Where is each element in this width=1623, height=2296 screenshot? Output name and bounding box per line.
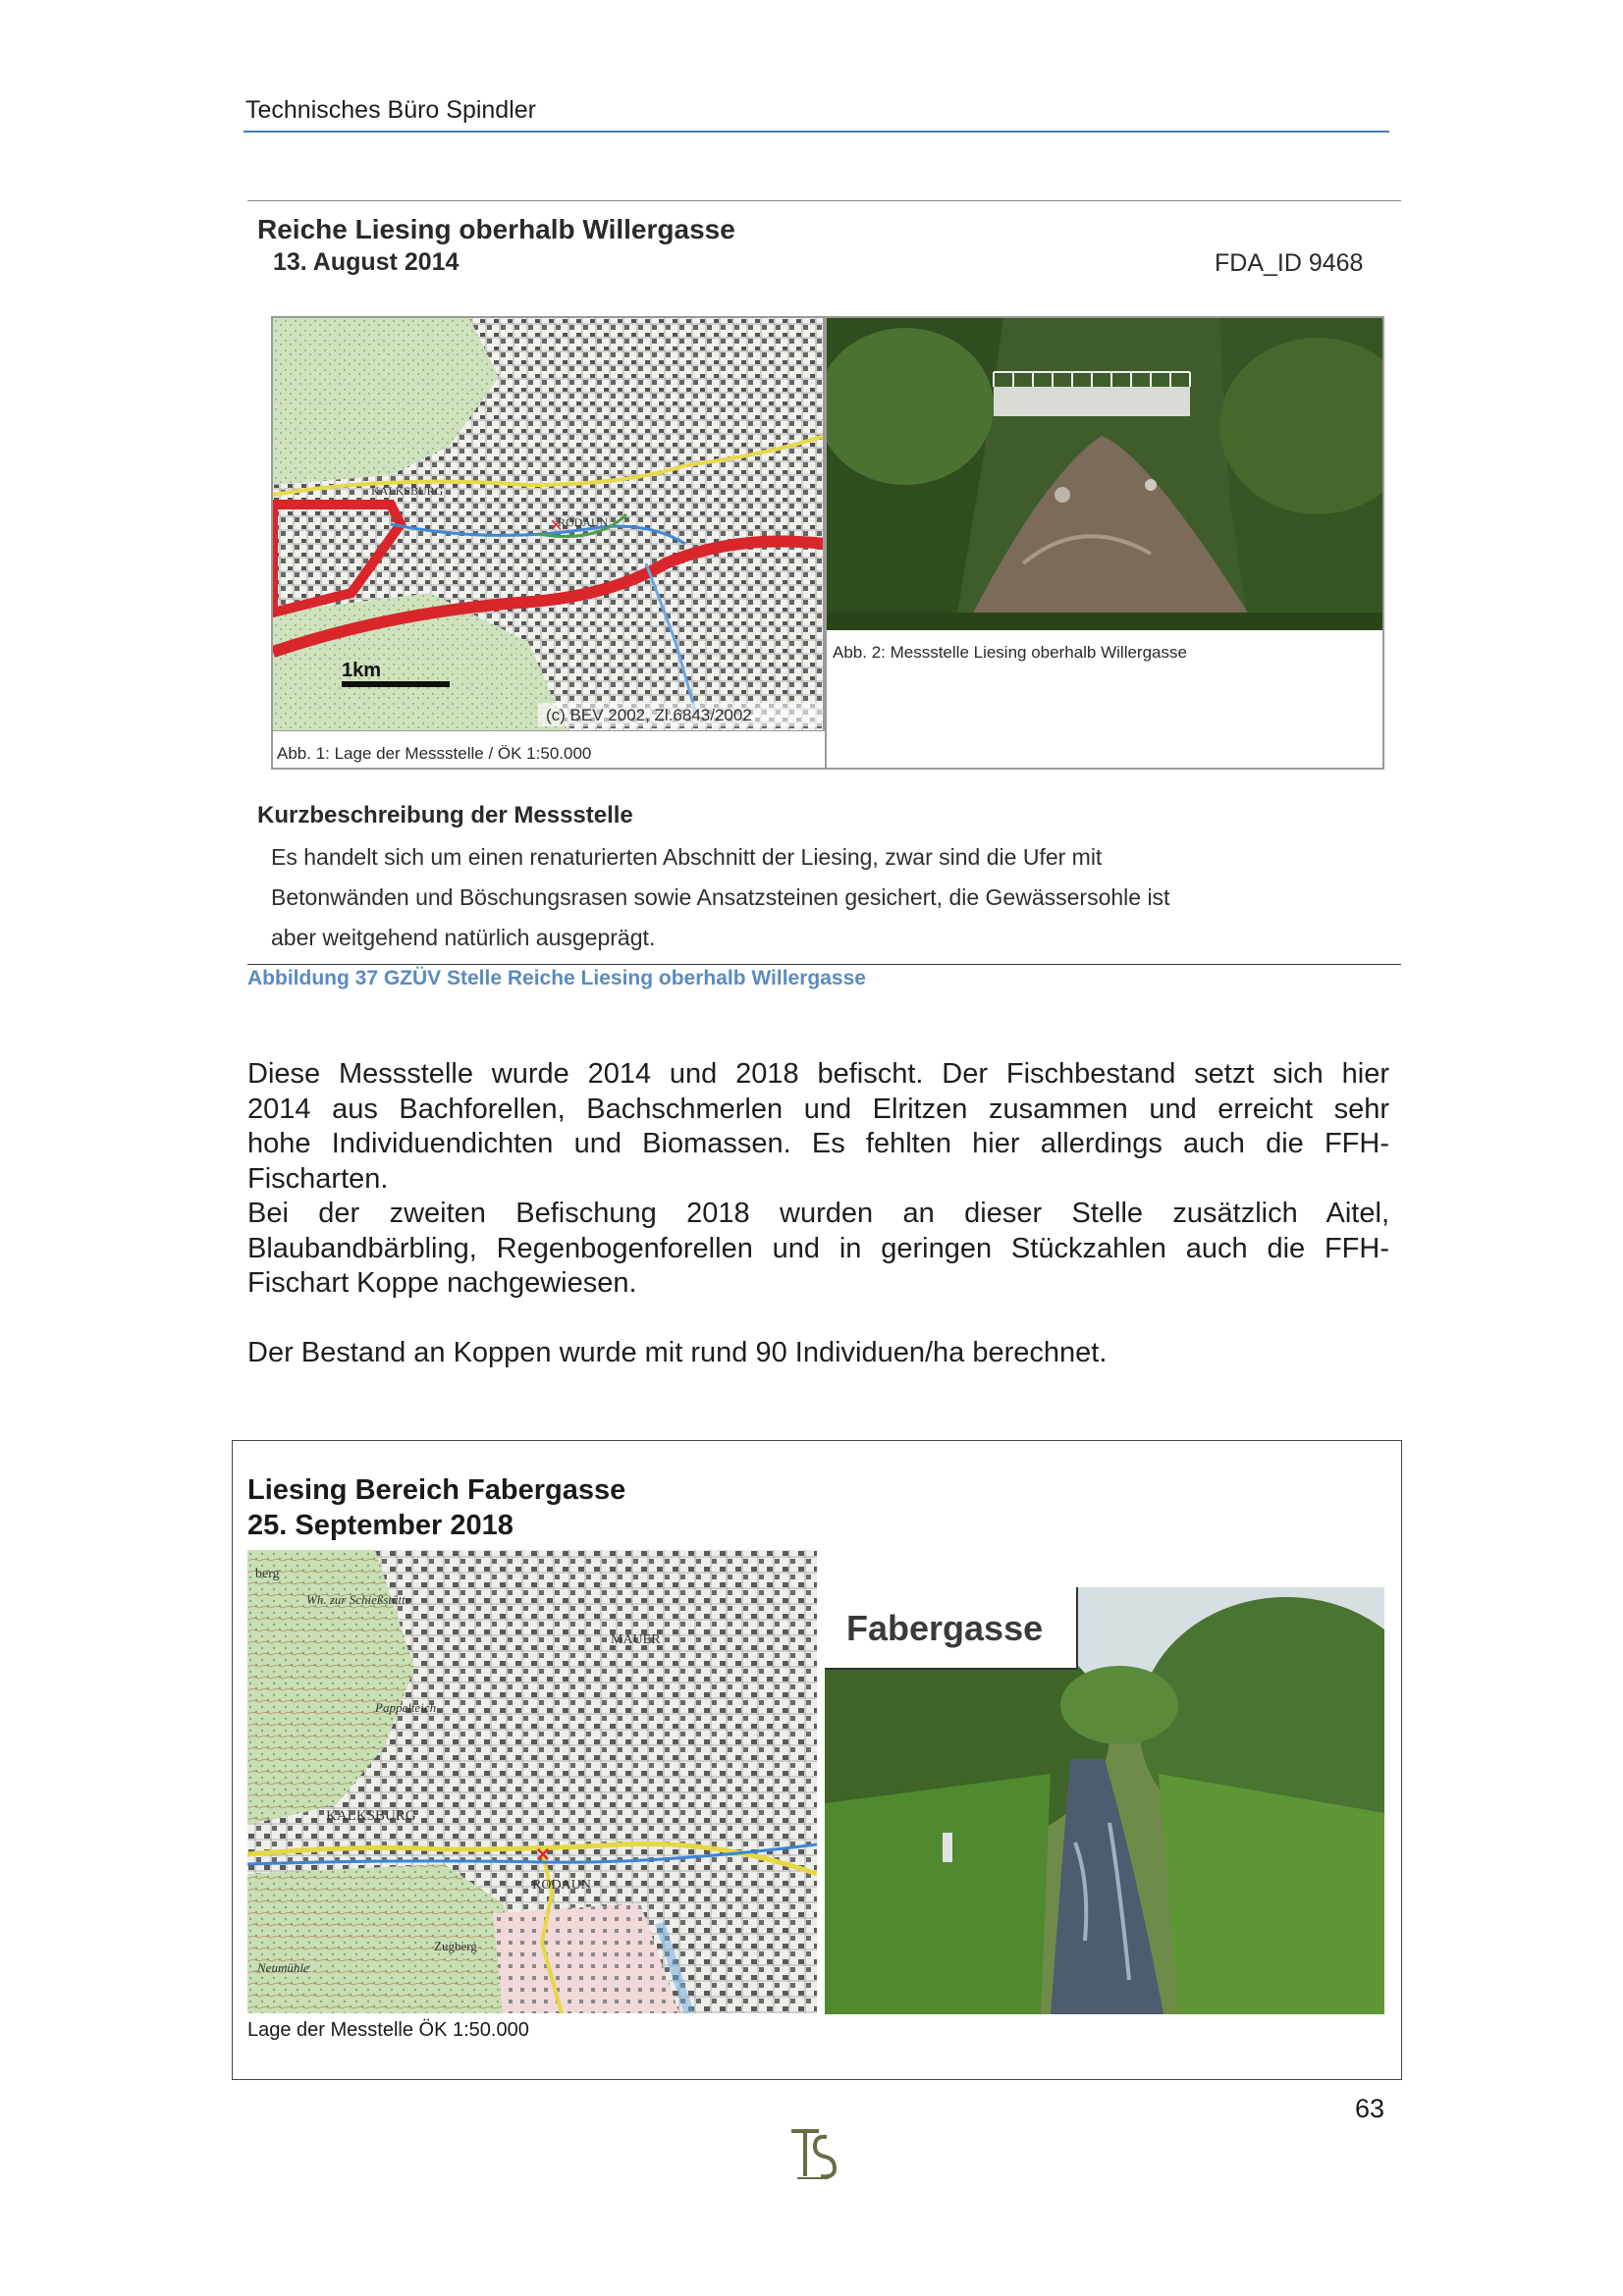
page-number: 63 bbox=[1355, 2094, 1385, 2123]
paragraph-line: Fischarten. bbox=[247, 1162, 389, 1195]
figure1-map-caption-rule bbox=[273, 730, 825, 731]
paragraph-line: Diese Messstelle wurde 2014 und 2018 befischt. Der Fischbestand setzt sich hier bbox=[247, 1058, 1389, 1090]
svg-text:Pappelteich: Pappelteich bbox=[375, 1700, 437, 1715]
svg-text:berg: berg bbox=[255, 1567, 280, 1581]
figure1-map bbox=[273, 318, 825, 730]
figure1-caption: Abbildung 37 GZÜV Stelle Reiche Liesing oberhalb Willergasse bbox=[247, 967, 866, 989]
description-line: aber weitgehend natürlich ausgeprägt. bbox=[271, 925, 656, 950]
figure1-description bbox=[271, 837, 1351, 958]
paragraph-2 bbox=[247, 1197, 1389, 1302]
header-rule bbox=[243, 131, 1389, 133]
figure1-bottom-rule bbox=[247, 964, 1401, 965]
description-line: Betonwänden und Böschungsrasen sowie Ansatzsteinen gesichert, die Gewässersohle ist bbox=[271, 884, 1170, 910]
figure1-subhead: Kurzbeschreibung der Messstelle bbox=[257, 802, 633, 828]
figure1-station-id: FDA_ID 9468 bbox=[1215, 249, 1364, 277]
svg-text:RODAUN: RODAUN bbox=[532, 1878, 591, 1893]
svg-text:KALKSBURG: KALKSBURG bbox=[326, 1808, 416, 1824]
ts-logo-icon bbox=[785, 2125, 840, 2182]
svg-text:MAUER: MAUER bbox=[611, 1632, 661, 1647]
paragraph-3: Der Bestand an Koppen wurde mit rund 90 Individuen/ha berechnet. bbox=[247, 1337, 1108, 1368]
svg-text:Neumühle: Neumühle bbox=[257, 1960, 309, 1975]
paragraph-1 bbox=[247, 1057, 1389, 1197]
paragraph-line: Blaubandbärbling, Regenbogenforellen und in geringen Stückzahlen auch die FFH- bbox=[247, 1232, 1389, 1264]
figure1-photo bbox=[827, 318, 1382, 630]
svg-text:KALKSBURG: KALKSBURG bbox=[371, 484, 444, 498]
header-title: Technisches Büro Spindler bbox=[245, 96, 536, 124]
description-line: Es handelt sich um einen renaturierten Abschnitt der Liesing, zwar sind die Ufer mit bbox=[271, 844, 1103, 870]
figure1-title: Reiche Liesing oberhalb Willergasse bbox=[257, 214, 735, 244]
svg-text:RODAUN: RODAUN bbox=[558, 515, 609, 529]
figure2-title: Liesing Bereich Fabergasse bbox=[247, 1474, 626, 1506]
svg-text:Zugberg: Zugberg bbox=[434, 1939, 477, 1953]
paragraph-line: Bei der zweiten Befischung 2018 wurden an dieser Stelle zusätzlich Aitel, bbox=[247, 1198, 1389, 1229]
paragraph-line: 2014 aus Bachforellen, Bachschmerlen und Elritzen zusammen und erreicht sehr bbox=[247, 1093, 1389, 1125]
figure1-date: 13. August 2014 bbox=[273, 248, 460, 276]
svg-text:×: × bbox=[550, 512, 563, 537]
paragraph-line: Fischart Koppe nachgewiesen. bbox=[247, 1267, 637, 1299]
svg-text:×: × bbox=[536, 1842, 551, 1868]
figure1-top-rule bbox=[247, 200, 1401, 201]
figure2-date: 25. September 2018 bbox=[247, 1510, 514, 1541]
figure1-photo-caption: Abb. 2: Messstelle Liesing oberhalb Willergasse bbox=[833, 643, 1187, 662]
figure2-map-caption: Lage der Messtelle ÖK 1:50.000 bbox=[247, 2019, 529, 2041]
figure2-photo-label: Fabergasse bbox=[846, 1608, 1044, 1648]
map-copyright: (c) BEV 2002, Zl.6843/2002 bbox=[546, 706, 752, 724]
paragraph-line: hohe Individuendichten und Biomassen. Es fehlten hier allerdings auch die FFH- bbox=[247, 1128, 1389, 1159]
svg-text:Wh. zur Schießstätte: Wh. zur Schießstätte bbox=[306, 1592, 411, 1607]
figure2-map bbox=[247, 1550, 817, 2013]
figure1-map-caption: Abb. 1: Lage der Messstelle / ÖK 1:50.000 bbox=[277, 744, 592, 763]
map-scale-label: 1km bbox=[342, 660, 382, 681]
